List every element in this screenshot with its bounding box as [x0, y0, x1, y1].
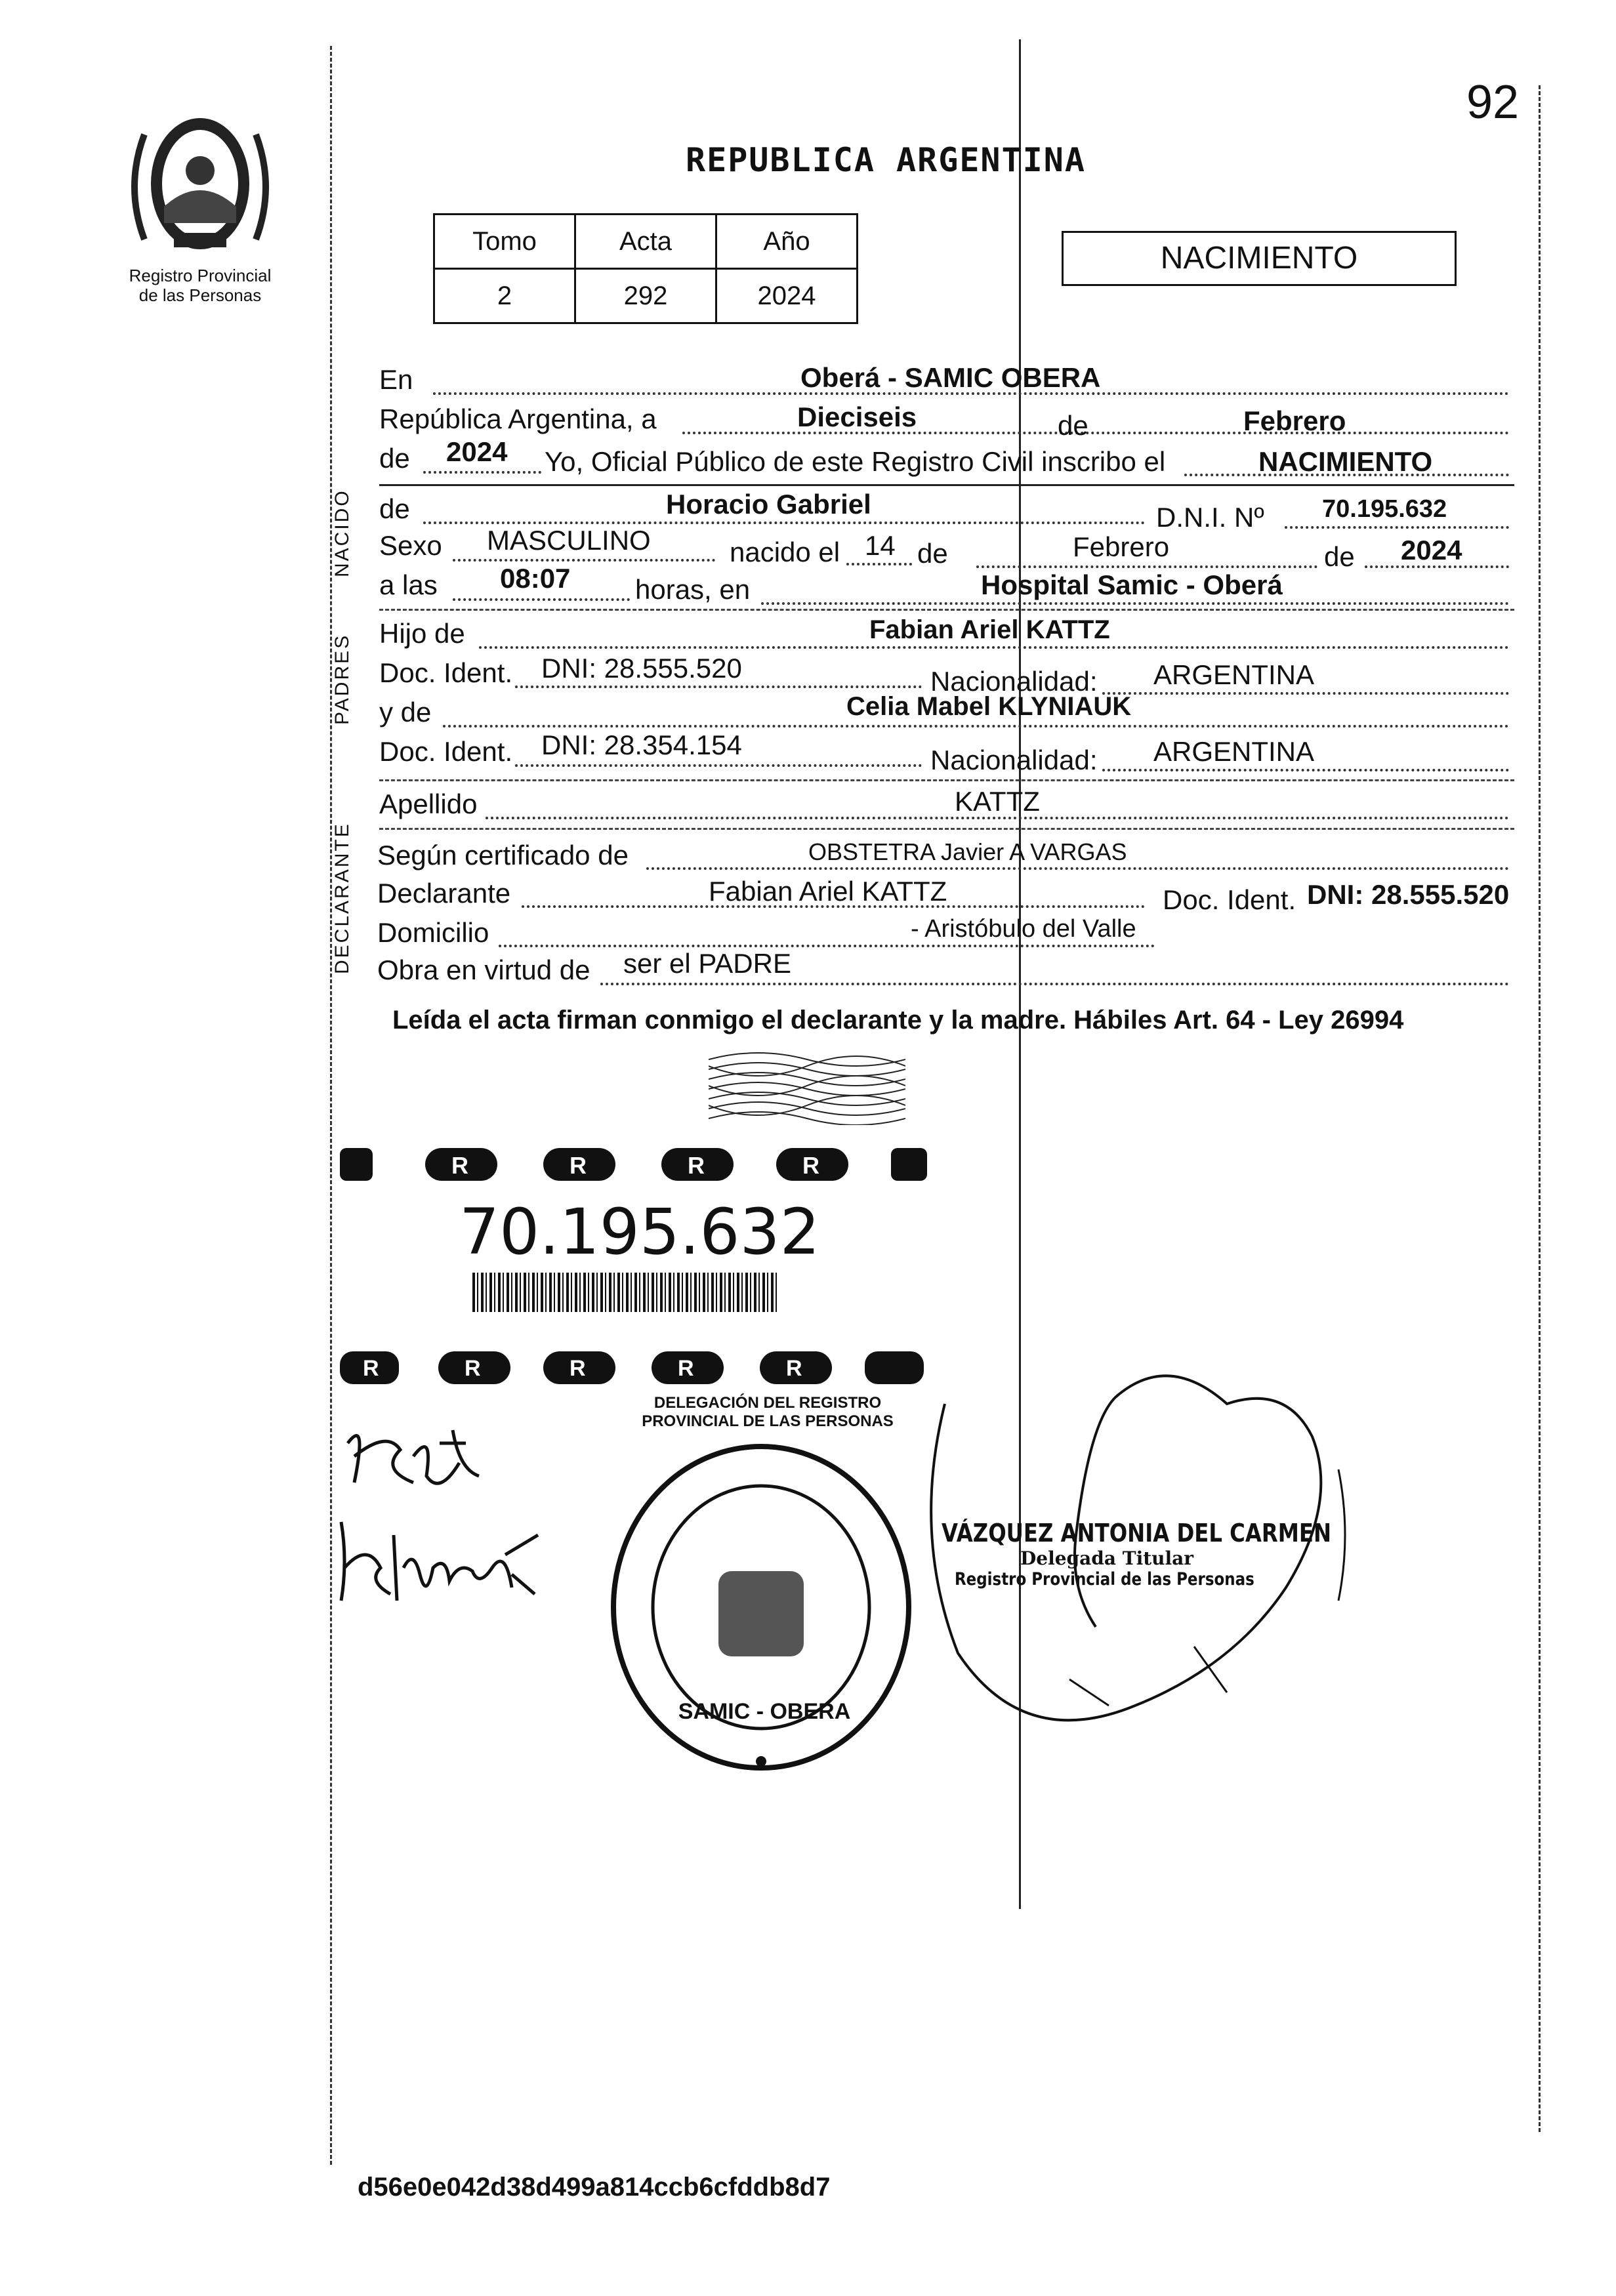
- obra-dotted-line: [600, 983, 1509, 985]
- svg-text:R: R: [802, 1152, 819, 1179]
- nac-mes: Febrero: [1073, 531, 1170, 562]
- seal-outer-text: DELEGACIÓN DEL REGISTRO PROVINCIAL DE LAS PERSONAS: [642, 1394, 894, 1430]
- svg-text:R: R: [363, 1356, 379, 1381]
- madre-nac: ARGENTINA: [1153, 736, 1315, 767]
- yo-text: Yo, Oficial Público de este Registro Civil inscribo el: [545, 446, 1166, 477]
- record-type: NACIMIENTO: [1160, 241, 1358, 276]
- closing-text: Leída el acta firman conmigo el declarante y la madre. Hábiles Art. 64 - Ley 26994: [392, 1006, 1404, 1035]
- svg-text:R: R: [678, 1356, 694, 1381]
- apellido-label: Apellido: [379, 789, 478, 819]
- table-header-tomo: Tomo: [434, 215, 575, 269]
- table-header-acta: Acta: [575, 215, 716, 269]
- registry-line-1: Registro Provincial: [129, 266, 272, 285]
- horas-en-label: horas, en: [635, 574, 751, 605]
- nac-dia: 14: [865, 530, 896, 561]
- table-value-tomo: 2: [434, 269, 575, 323]
- madre-doc-dotted-line: [515, 764, 922, 767]
- nombre-value: Horacio Gabriel: [666, 489, 871, 520]
- sexo-value: MASCULINO: [487, 525, 651, 556]
- padre-doc-label: Doc. Ident.: [379, 657, 513, 688]
- padre-nac-dotted-line: [1102, 692, 1509, 695]
- declarante-label: Declarante: [377, 878, 511, 909]
- side-label-declarante: DECLARANTE: [331, 822, 353, 974]
- table-header-anio: Año: [716, 215, 858, 269]
- dia-value: Dieciseis: [797, 401, 917, 432]
- dni-label: D.N.I. Nº: [1156, 502, 1264, 533]
- apellido-value: KATTZ: [955, 786, 1040, 817]
- seal-inner-text: SAMIC - OBERA: [678, 1699, 851, 1724]
- dni-value: 70.195.632: [1322, 495, 1447, 523]
- svg-text:R: R: [570, 1356, 586, 1381]
- section-divider-1: [379, 484, 1514, 486]
- de-label: de: [1058, 410, 1088, 441]
- acto-value: NACIMIENTO: [1258, 446, 1433, 477]
- declarante-value: Fabian Ariel KATTZ: [709, 876, 947, 907]
- security-pattern: [709, 1046, 905, 1125]
- record-table: [433, 213, 858, 324]
- dni-dotted-line: [1285, 526, 1509, 529]
- madre-dotted-line: [443, 725, 1509, 728]
- svg-text:R: R: [465, 1356, 481, 1381]
- en-label: En: [379, 364, 413, 395]
- table-value-acta: 292: [575, 269, 716, 323]
- side-label-padres: PADRES: [331, 633, 353, 725]
- security-strip-bottom: [340, 1348, 930, 1387]
- registry-name: [108, 266, 292, 305]
- certificado-value: OBSTETRA Javier A VARGAS: [808, 838, 1127, 865]
- a-las-label: a las: [379, 569, 438, 600]
- official-office: Registro Provincial de las Personas: [955, 1569, 1254, 1589]
- certificado-label: Según certificado de: [377, 840, 629, 871]
- svg-text:R: R: [786, 1356, 802, 1381]
- section-divider-2: [379, 609, 1514, 611]
- lugar-value: Hospital Samic - Oberá: [981, 569, 1283, 600]
- svg-text:R: R: [688, 1152, 705, 1179]
- left-margin-line: [330, 46, 332, 2165]
- nac-dia-dotted-line: [846, 563, 912, 565]
- madre-value: Celia Mabel KLYNIAUK: [846, 692, 1132, 721]
- barcode: [472, 1273, 777, 1312]
- nac-anio: 2024: [1401, 535, 1462, 565]
- nacido-el-label: nacido el: [730, 537, 840, 567]
- anio-dotted-line: [423, 471, 541, 474]
- official-title: Delegada Titular: [1020, 1548, 1194, 1569]
- certificado-dotted-line: [646, 867, 1509, 870]
- domicilio-value: - Aristóbulo del Valle: [911, 915, 1136, 943]
- registry-line-2: de las Personas: [138, 285, 262, 305]
- de2-label: de: [379, 443, 410, 474]
- hora-value: 08:07: [500, 563, 571, 594]
- domicilio-dotted-line: [499, 945, 1155, 947]
- domicilio-label: Domicilio: [377, 917, 489, 948]
- obra-value: ser el PADRE: [623, 948, 791, 979]
- country-title: REPUBLICA ARGENTINA: [686, 141, 1086, 179]
- svg-text:R: R: [570, 1152, 587, 1179]
- padre-doc: DNI: 28.555.520: [541, 653, 742, 684]
- lugar-dotted-line: [761, 602, 1509, 605]
- security-strip-top: [340, 1141, 930, 1187]
- signature-father: [328, 1404, 512, 1522]
- de-nacido-label: de: [379, 493, 410, 524]
- mes-value: Febrero: [1243, 405, 1346, 436]
- sexo-label: Sexo: [379, 530, 442, 561]
- table-value-anio: 2024: [716, 269, 858, 323]
- official-name: VÁZQUEZ ANTONIA DEL CARMEN: [942, 1519, 1331, 1548]
- signature-mother: [328, 1509, 551, 1620]
- record-type-box: [1062, 231, 1457, 286]
- hora-dotted-line: [453, 598, 630, 601]
- madre-nac-dotted-line: [1102, 769, 1509, 771]
- hijo-label: Hijo de: [379, 618, 465, 649]
- nombre-dotted-line: [423, 522, 1145, 524]
- side-label-nacido: NACIDO: [331, 489, 353, 577]
- declarante-doc-label: Doc. Ident.: [1163, 884, 1296, 915]
- y-de-label: y de: [379, 697, 432, 728]
- nac-de2-label: de: [1324, 541, 1355, 572]
- province-logo: [118, 108, 282, 259]
- section-divider-3: [379, 779, 1514, 781]
- declarante-doc: DNI: 28.555.520: [1307, 879, 1510, 910]
- official-stamp: [942, 1519, 1400, 1589]
- republica-label: República Argentina, a: [379, 403, 657, 434]
- anio-value: 2024: [446, 436, 508, 467]
- madre-doc-label: Doc. Ident.: [379, 736, 513, 767]
- en-value: Oberá - SAMIC OBERA: [800, 362, 1101, 393]
- madre-nac-label: Nacionalidad:: [930, 745, 1098, 775]
- obra-label: Obra en virtud de: [377, 954, 590, 985]
- nac-de-label: de: [917, 538, 948, 569]
- svg-text:R: R: [451, 1152, 468, 1179]
- madre-doc: DNI: 28.354.154: [541, 729, 742, 760]
- padre-dotted-line: [479, 646, 1509, 649]
- barcode-number: 70.195.632: [459, 1195, 820, 1269]
- sexo-dotted-line: [453, 559, 715, 562]
- page-number: 92: [1466, 76, 1520, 129]
- padre-nac: ARGENTINA: [1153, 659, 1315, 690]
- padre-doc-dotted-line: [515, 686, 922, 688]
- section-divider-4: [379, 828, 1514, 830]
- right-margin-line: [1539, 85, 1541, 2132]
- padre-nac-label: Nacionalidad:: [930, 666, 1098, 697]
- nac-mes-dotted-line: [976, 565, 1317, 568]
- official-seal: [604, 1430, 919, 1778]
- padre-value: Fabian Ariel KATTZ: [869, 615, 1110, 644]
- footer-hash: d56e0e042d38d499a814ccb6cfddb8d7: [358, 2173, 831, 2202]
